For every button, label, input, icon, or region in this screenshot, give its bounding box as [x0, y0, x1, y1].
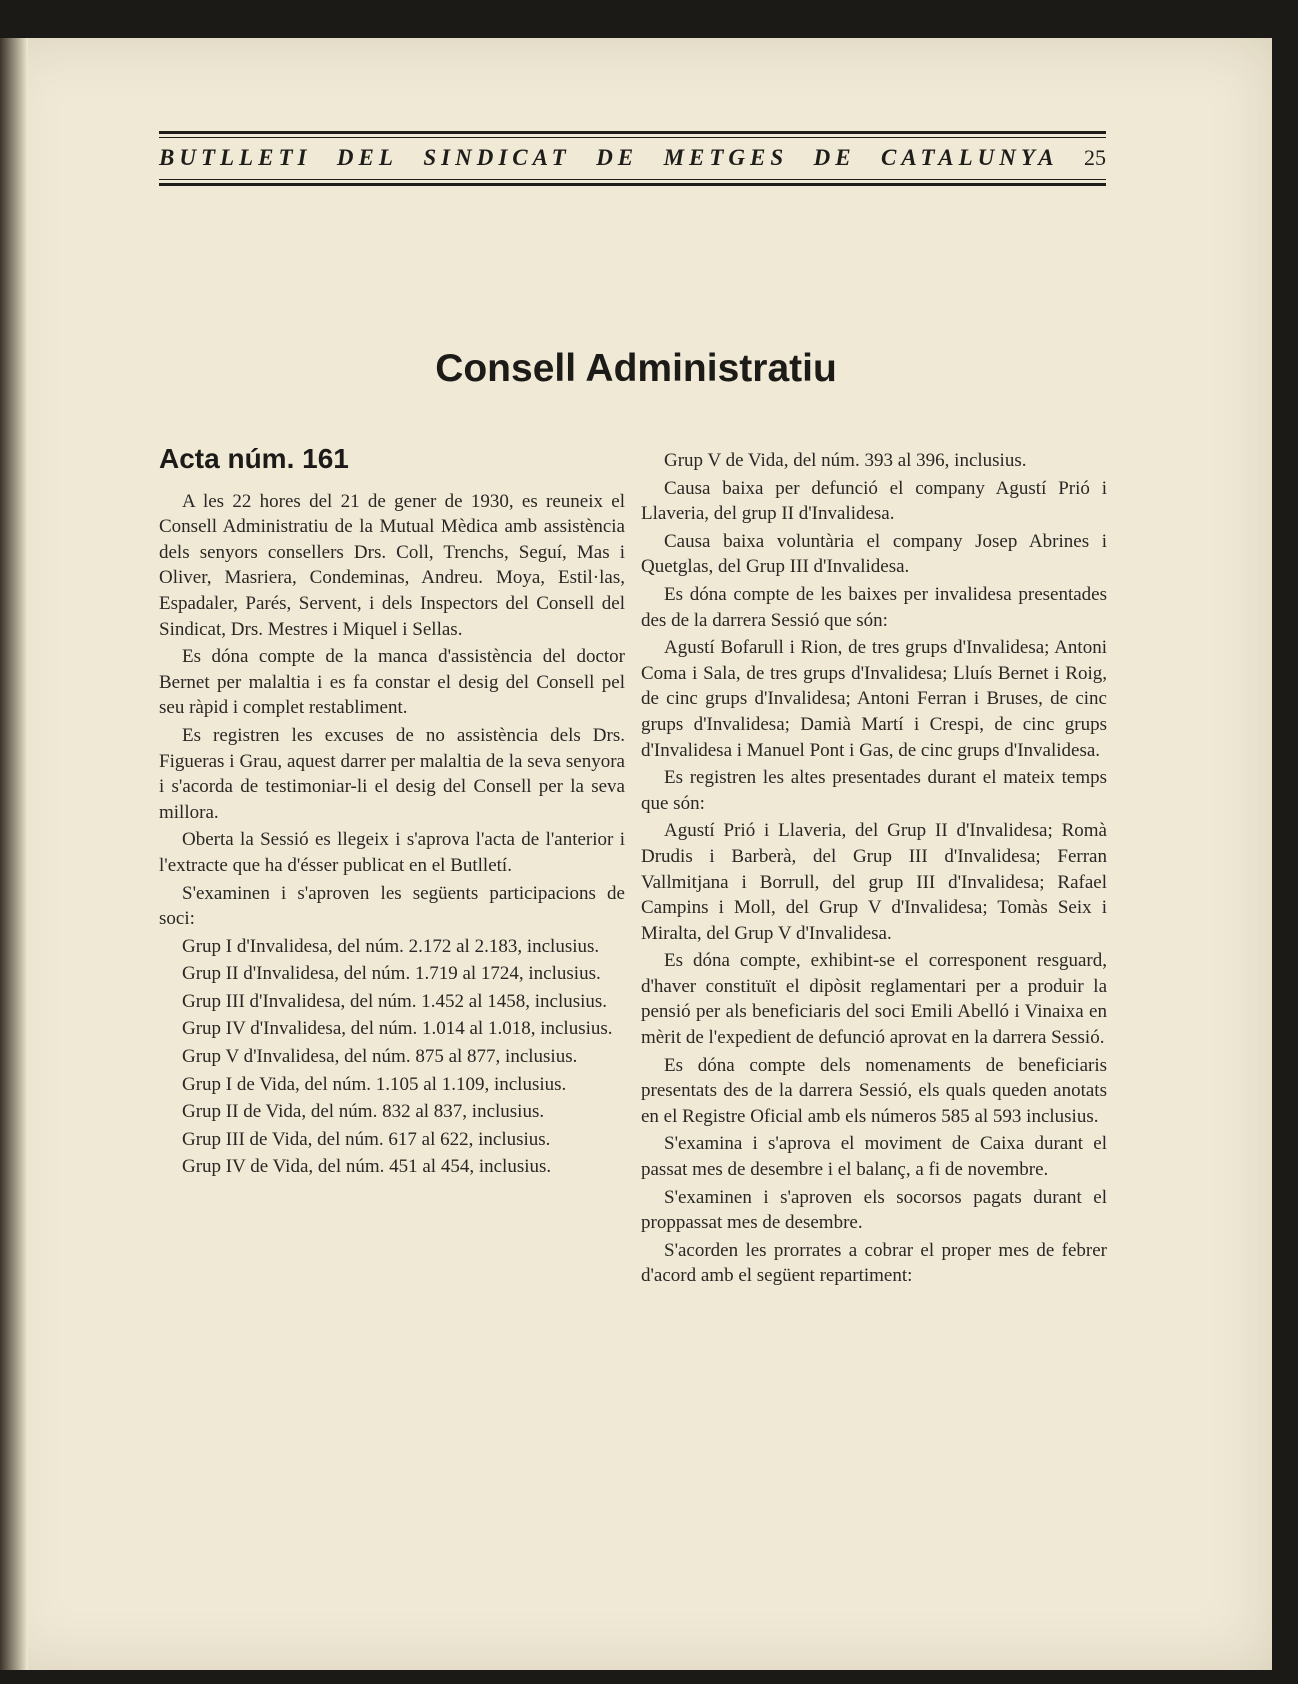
header-rule-bottom-thin [159, 179, 1106, 180]
header-rule-top [159, 131, 1106, 134]
paragraph: Oberta la Sessió es llegeix i s'aprova l'acta de l'anterior i l'extracte que ha d'ésser publicat en el Butlletí. [159, 829, 625, 876]
paragraph: Agustí Bofarull i Rion, de tres grups d'Invalidesa; Antoni Coma i Sala, de tres grups d'Invalidesa; Lluís Bernet i Roig, de cinc grups d'Invalidesa; Antoni Ferran i Bruses, de cinc grups d'Invalidesa; Damià Martí i Crespi, de cinc grups d'Invalidesa i Manuel Pont i Gas, de cinc grups d'Invalidesa. [641, 637, 1107, 761]
header-rule-top-thin [159, 137, 1106, 138]
paragraph: A les 22 hores del 21 de gener de 1930, es reuneix el Consell Administratiu de la Mutual Mèdica amb assistència dels senyors consellers Drs. Coll, Trenchs, Seguí, Mas i Oliver, Masriera, Condeminas, Andreu. Moya, Estil·las, Espadaler, Parés, Servent, i dels Inspectors del Consell del Sindicat, Drs. Mestres i Miquel i Sellas. [159, 490, 625, 640]
paragraph: S'examina i s'aprova el moviment de Caixa durant el passat mes de desembre i el balanç, a fi de novembre. [641, 1133, 1107, 1181]
header-word: DE [813, 145, 856, 170]
header-word: BUTLLETI [159, 145, 312, 170]
page-number: 25 [1084, 145, 1106, 170]
binding-edge [0, 38, 28, 1670]
header-word: SINDICAT [423, 145, 571, 170]
header-word: METGES [663, 145, 789, 170]
page-title: Consell Administratiu [435, 347, 837, 390]
paragraph: Es dóna compte, exhibint-se el corresponent resguard, d'haver constituït el dipòsit reglamentari per a produir la pensió per als beneficiaris del soci Emili Abelló i Vinaixa en mèrit de l'expedient de defunció aprovat en la darrera Sessió. [641, 950, 1107, 1049]
paragraph: Es dóna compte dels nomenaments de beneficiaris presentats des de la darrera Sessió, els quals queden anotats en el Registre Oficial amb els números 585 al 593 inclusius. [641, 1054, 1107, 1127]
right-column [641, 448, 1107, 1291]
running-header [159, 141, 1106, 175]
paragraph: Es dóna compte de la manca d'assistència del doctor Bernet per malaltia i es fa constar el desig del Consell pel seu ràpid i complet restabliment. [159, 646, 625, 719]
header-rule-bottom [159, 183, 1106, 186]
left-column [159, 436, 625, 1182]
paragraph: S'acorden les prorrates a cobrar el proper mes de febrer d'acord amb el següent repartiment: [641, 1239, 1107, 1287]
paragraph: S'examinen i s'aproven les següents participacions de soci: [159, 882, 625, 930]
paragraph: Causa baixa voluntària el company Josep Abrines i Quetglas, del Grup III d'Invalidesa. [641, 530, 1107, 578]
paragraph: Grup V d'Invalidesa, del núm. 875 al 877, inclusius. [182, 1046, 578, 1068]
paragraph: Agustí Prió i Llaveria, del Grup II d'Invalidesa; Romà Drudis i Barberà, del Grup III d'Invalidesa; Ferran Vallmitjana i Borrull, del grup III d'Invalidesa; Rafael Campins i Moll, del Grup V d'Invalidesa; Tomàs Seix i Miralta, del Grup V d'Invalidesa. [641, 820, 1107, 944]
header-word: CATALUNYA [881, 145, 1059, 170]
header-word: DEL [336, 145, 398, 170]
section-heading: Acta núm. 161 [159, 443, 349, 474]
paragraph: Grup V de Vida, del núm. 393 al 396, inclusius. [664, 450, 1027, 471]
paragraph: Grup IV d'Invalidesa, del núm. 1.014 al 1.018, inclusius. [182, 1018, 613, 1040]
paragraph: Grup IV de Vida, del núm. 451 al 454, inclusius. [182, 1156, 552, 1178]
paragraph: Es registren les excuses de no assistència dels Drs. Figueras i Grau, aquest darrer per malaltia de la seva senyora i s'acorda de testimoniar-li el desig del Consell per la seva millora. [159, 724, 625, 823]
paragraph: Causa baixa per defunció el company Agustí Prió i Llaveria, del grup II d'Invalidesa. [641, 477, 1107, 525]
paragraph: Grup I de Vida, del núm. 1.105 al 1.109, inclusius. [182, 1073, 567, 1095]
paragraph: Grup I d'Invalidesa, del núm. 2.172 al 2.183, inclusius. [182, 935, 600, 957]
paragraph: Grup III d'Invalidesa, del núm. 1.452 al 1458, inclusius. [182, 990, 608, 1012]
header-word: DE [596, 145, 639, 170]
paragraph: S'examinen i s'aproven els socorsos pagats durant el proppassat mes de desembre. [641, 1186, 1107, 1234]
paragraph: Es dóna compte de les baixes per invalidesa presentades des de la darrera Sessió que són: [641, 583, 1107, 631]
paragraph: Grup II de Vida, del núm. 832 al 837, inclusius. [182, 1101, 545, 1123]
paragraph: Es registren les altes presentades durant el mateix temps que són: [641, 767, 1107, 814]
paragraph: Grup III de Vida, del núm. 617 al 622, inclusius. [182, 1128, 551, 1150]
paragraph: Grup II d'Invalidesa, del núm. 1.719 al 1724, inclusius. [182, 963, 601, 985]
